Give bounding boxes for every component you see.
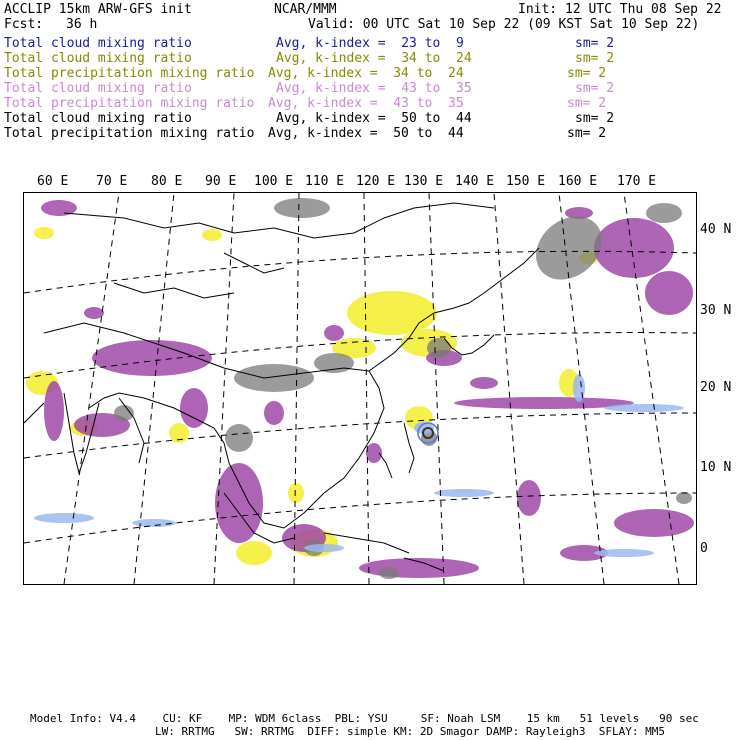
field-name: Total precipitation mixing ratio [4,126,255,141]
longitude-label: 80 E [151,174,183,189]
longitude-label: 140 E [455,174,495,189]
latitude-label: 30 N [700,303,732,318]
forecast-label: Fcst: [4,17,44,32]
graticule [24,193,696,584]
field-avg: Avg, k-index = 50 to 44 [268,126,464,141]
field-name: Total precipitation mixing ratio [4,66,255,81]
organization-label: NCAR/MMM [274,2,337,17]
field-sm: sm= 2 [575,81,615,96]
field-avg: Avg, k-index = 43 to 35 [268,96,464,111]
field-sm: sm= 2 [575,36,615,51]
field-name: Total cloud mixing ratio [4,51,192,66]
latitude-label: 0 [700,541,708,556]
longitude-label: 150 E [506,174,546,189]
longitude-label: 60 E [37,174,69,189]
valid-time: Valid: 00 UTC Sat 10 Sep 22 (09 KST Sat 10 Sep 22) [308,17,700,32]
field-sm: sm= 2 [567,96,607,111]
field-avg: Avg, k-index = 34 to 24 [268,66,464,81]
init-time: Init: 12 UTC Thu 08 Sep 22 [518,2,722,17]
longitude-label: 130 E [404,174,444,189]
map-canvas [24,193,696,584]
field-avg: Avg, k-index = 50 to 44 [276,111,472,126]
longitude-label: 160 E [558,174,598,189]
field-avg: Avg, k-index = 43 to 35 [276,81,472,96]
longitude-label: 110 E [305,174,345,189]
longitude-label: 90 E [205,174,237,189]
longitude-label: 100 E [254,174,294,189]
model-title: ACCLIP 15km ARW-GFS init [4,2,192,17]
field-sm: sm= 2 [567,126,607,141]
forecast-hours: 36 h [66,17,98,32]
field-name: Total precipitation mixing ratio [4,96,255,111]
field-sm: sm= 2 [567,66,607,81]
model-info-line2: LW: RRTMG SW: RRTMG DIFF: simple KM: 2D Smagor DAMP: Rayleigh3 SFLAY: MM5 [155,725,665,738]
map-panel [23,192,697,585]
field-avg: Avg, k-index = 23 to 9 [276,36,464,51]
latitude-label: 20 N [700,380,732,395]
longitude-label: 70 E [96,174,128,189]
latitude-label: 10 N [700,460,732,475]
model-info-line1: Model Info: V4.4 CU: KF MP: WDM 6class PBL: YSU SF: Noah LSM 15 km 51 levels 90 sec [30,712,699,725]
field-yellow [26,227,599,565]
longitude-label: 120 E [356,174,396,189]
latitude-label: 40 N [700,222,732,237]
field-sm: sm= 2 [575,111,615,126]
field-avg: Avg, k-index = 34 to 24 [276,51,472,66]
field-name: Total cloud mixing ratio [4,111,192,126]
field-sm: sm= 2 [575,51,615,66]
field-name: Total cloud mixing ratio [4,36,192,51]
field-name: Total cloud mixing ratio [4,81,192,96]
longitude-label: 170 E [617,174,657,189]
